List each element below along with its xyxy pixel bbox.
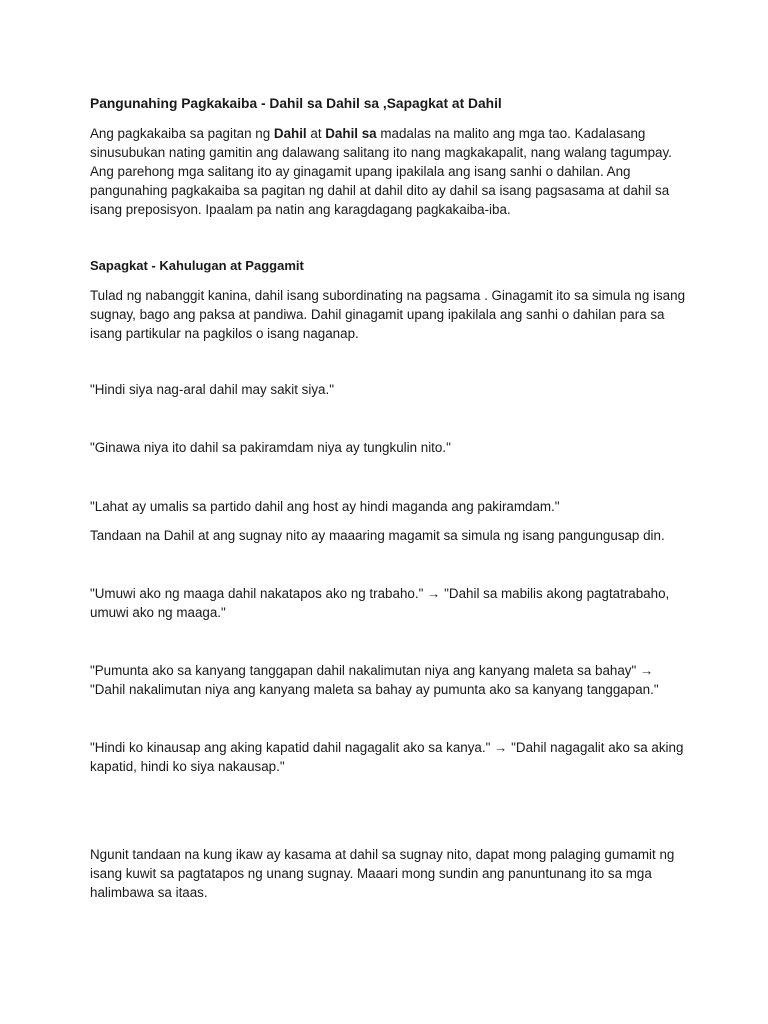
document-title: Pangunahing Pagkakaiba - Dahil sa Dahil sa ,Sapagkat at Dahil	[90, 96, 502, 111]
example-1: "Hindi siya nag-aral dahil may sakit siya."	[90, 382, 334, 397]
intro-text-1: Ang pagkakaiba sa pagitan ng	[90, 126, 274, 141]
intro-bold-dahil-sa: Dahil sa	[325, 126, 377, 141]
example-3: "Lahat ay umalis sa partido dahil ang host ay hindi maganda ang pakiramdam."	[90, 499, 560, 514]
intro-bold-dahil: Dahil	[273, 126, 307, 141]
section-heading: Sapagkat - Kahulugan at Paggamit	[90, 258, 304, 273]
intro-text-3: madalas na malito ang mga tao. Kadalasang sinusubukan nating gamitin ang dalawang salitang ito nang magkakapalit, nang walang tagumpay. Ang parehong mga salitang ito ay ginagamit upang ipakilala ang isang sanhi o dahilan. Ang pangunahing pagkakaiba sa pagitan ng dahil at dahil dito ay dahil sa isang pagsasama at dahil sa isang preposisyon. Ipaalam pa natin ang karagdagang pagkakaiba-iba.	[90, 126, 672, 217]
example-4: "Umuwi ako ng maaga dahil nakatapos ako ng trabaho." → "Dahil sa mabilis akong pagtatrabaho, umuwi ako ng maaga."	[90, 586, 670, 620]
example-6: "Hindi ko kinausap ang aking kapatid dahil nagagalit ako sa kanya." → "Dahil nagagalit ako sa aking kapatid, hindi ko siya nakausap."	[90, 740, 684, 774]
example-5: "Pumunta ako sa kanyang tanggapan dahil nakalimutan niya ang kanyang maleta sa bahay" → "Dahil nakalimutan niya ang kanyang maleta sa bahay ay pumunta ako sa kanyang tanggapan."	[90, 663, 659, 697]
intro-text-2: at	[306, 126, 326, 141]
example-2: "Ginawa niya ito dahil sa pakiramdam niya ay tungkulin nito."	[90, 440, 451, 455]
section-paragraph: Tulad ng nabanggit kanina, dahil isang subordinating na pagsama . Ginagamit ito sa simula ng isang sugnay, bago ang paksa at pandiwa. Dahil ginagamit upang ipakilala ang sanhi o dahilan para sa isang partikular na pagkilos o isang naganap.	[90, 288, 686, 341]
note-paragraph: Tandaan na Dahil at ang sugnay nito ay maaaring magamit sa simula ng isang pangungusap din.	[90, 528, 665, 543]
intro-paragraph	[90, 124, 690, 219]
closing-paragraph: Ngunit tandaan na kung ikaw ay kasama at dahil sa sugnay nito, dapat mong palaging gumamit ng isang kuwit sa pagtatapos ng unang sugnay. Maaari mong sundin ang panuntunang ito sa mga halimbawa sa itaas.	[90, 847, 675, 900]
